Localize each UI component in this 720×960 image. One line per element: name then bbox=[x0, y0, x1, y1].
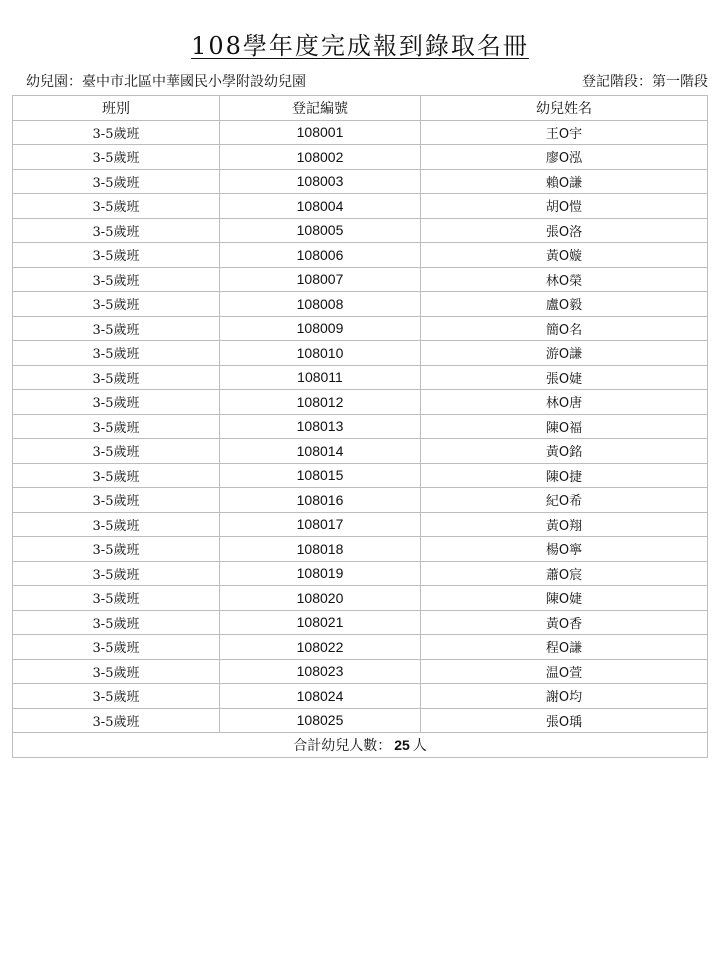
document-title-wrap bbox=[0, 26, 720, 61]
table-row bbox=[13, 635, 708, 660]
document-title: 108學年度完成報到錄取名冊 bbox=[191, 32, 529, 60]
id-cell: 108003 bbox=[220, 169, 421, 194]
name-cell: 程O謙 bbox=[421, 635, 708, 660]
column-header-name: 幼兒姓名 bbox=[421, 96, 708, 121]
class-cell: 3-5歲班 bbox=[13, 292, 220, 317]
table-row bbox=[13, 316, 708, 341]
id-cell: 108020 bbox=[220, 586, 421, 611]
id-cell: 108017 bbox=[220, 512, 421, 537]
id-cell: 108008 bbox=[220, 292, 421, 317]
meta-line bbox=[26, 71, 708, 91]
class-cell: 3-5歲班 bbox=[13, 316, 220, 341]
name-cell: 陳O婕 bbox=[421, 586, 708, 611]
name-cell: 黃O翔 bbox=[421, 512, 708, 537]
id-cell: 108010 bbox=[220, 341, 421, 366]
class-cell: 3-5歲班 bbox=[13, 145, 220, 170]
table-row bbox=[13, 708, 708, 733]
roster-body bbox=[13, 120, 708, 733]
table-row bbox=[13, 218, 708, 243]
name-cell: 蕭O宸 bbox=[421, 561, 708, 586]
kindergarten-label: 幼兒園：臺中市北區中華國民小學附設幼兒園 bbox=[26, 74, 306, 90]
name-cell: 王O宇 bbox=[421, 120, 708, 145]
class-cell: 3-5歲班 bbox=[13, 267, 220, 292]
class-cell: 3-5歲班 bbox=[13, 243, 220, 268]
total-count: 25 bbox=[394, 736, 410, 753]
id-cell: 108018 bbox=[220, 537, 421, 562]
class-cell: 3-5歲班 bbox=[13, 194, 220, 219]
table-row bbox=[13, 145, 708, 170]
table-row bbox=[13, 512, 708, 537]
total-row bbox=[13, 733, 708, 758]
table-row bbox=[13, 169, 708, 194]
table-row bbox=[13, 561, 708, 586]
table-row bbox=[13, 390, 708, 415]
table-row bbox=[13, 537, 708, 562]
class-cell: 3-5歲班 bbox=[13, 390, 220, 415]
id-cell: 108022 bbox=[220, 635, 421, 660]
table-row bbox=[13, 365, 708, 390]
total-cell bbox=[13, 733, 708, 758]
id-cell: 108001 bbox=[220, 120, 421, 145]
table-row bbox=[13, 488, 708, 513]
table-row bbox=[13, 610, 708, 635]
id-cell: 108024 bbox=[220, 684, 421, 709]
name-cell: 紀O希 bbox=[421, 488, 708, 513]
id-cell: 108006 bbox=[220, 243, 421, 268]
name-cell: 黃O銘 bbox=[421, 439, 708, 464]
id-cell: 108014 bbox=[220, 439, 421, 464]
id-cell: 108023 bbox=[220, 659, 421, 684]
class-cell: 3-5歲班 bbox=[13, 218, 220, 243]
id-cell: 108009 bbox=[220, 316, 421, 341]
class-cell: 3-5歲班 bbox=[13, 610, 220, 635]
name-cell: 盧O毅 bbox=[421, 292, 708, 317]
table-row bbox=[13, 267, 708, 292]
name-cell: 黃O嫙 bbox=[421, 243, 708, 268]
id-cell: 108019 bbox=[220, 561, 421, 586]
class-cell: 3-5歲班 bbox=[13, 414, 220, 439]
table-row bbox=[13, 439, 708, 464]
id-cell: 108015 bbox=[220, 463, 421, 488]
id-cell: 108012 bbox=[220, 390, 421, 415]
name-cell: 張O瑀 bbox=[421, 708, 708, 733]
name-cell: 謝O均 bbox=[421, 684, 708, 709]
name-cell: 廖O泓 bbox=[421, 145, 708, 170]
id-cell: 108005 bbox=[220, 218, 421, 243]
class-cell: 3-5歲班 bbox=[13, 708, 220, 733]
id-cell: 108002 bbox=[220, 145, 421, 170]
class-cell: 3-5歲班 bbox=[13, 169, 220, 194]
name-cell: 黃O香 bbox=[421, 610, 708, 635]
table-row bbox=[13, 292, 708, 317]
name-cell: 游O謙 bbox=[421, 341, 708, 366]
table-row bbox=[13, 684, 708, 709]
class-cell: 3-5歲班 bbox=[13, 537, 220, 562]
header-row bbox=[13, 96, 708, 121]
name-cell: 林O唐 bbox=[421, 390, 708, 415]
class-cell: 3-5歲班 bbox=[13, 463, 220, 488]
id-cell: 108004 bbox=[220, 194, 421, 219]
name-cell: 賴O謙 bbox=[421, 169, 708, 194]
class-cell: 3-5歲班 bbox=[13, 561, 220, 586]
roster-table bbox=[12, 95, 708, 758]
name-cell: 張O洛 bbox=[421, 218, 708, 243]
name-cell: 林O榮 bbox=[421, 267, 708, 292]
id-cell: 108011 bbox=[220, 365, 421, 390]
column-header-class: 班別 bbox=[13, 96, 220, 121]
table-row bbox=[13, 586, 708, 611]
id-cell: 108007 bbox=[220, 267, 421, 292]
class-cell: 3-5歲班 bbox=[13, 512, 220, 537]
class-cell: 3-5歲班 bbox=[13, 120, 220, 145]
id-cell: 108025 bbox=[220, 708, 421, 733]
table-row bbox=[13, 243, 708, 268]
name-cell: 張O婕 bbox=[421, 365, 708, 390]
class-cell: 3-5歲班 bbox=[13, 439, 220, 464]
table-row bbox=[13, 463, 708, 488]
name-cell: 陳O捷 bbox=[421, 463, 708, 488]
table-row bbox=[13, 194, 708, 219]
class-cell: 3-5歲班 bbox=[13, 365, 220, 390]
name-cell: 楊O寧 bbox=[421, 537, 708, 562]
id-cell: 108013 bbox=[220, 414, 421, 439]
table-row bbox=[13, 341, 708, 366]
table-row bbox=[13, 659, 708, 684]
class-cell: 3-5歲班 bbox=[13, 586, 220, 611]
table-row bbox=[13, 414, 708, 439]
class-cell: 3-5歲班 bbox=[13, 341, 220, 366]
id-cell: 108016 bbox=[220, 488, 421, 513]
column-header-id: 登記編號 bbox=[220, 96, 421, 121]
class-cell: 3-5歲班 bbox=[13, 635, 220, 660]
name-cell: 胡O愷 bbox=[421, 194, 708, 219]
table-row bbox=[13, 120, 708, 145]
total-unit: 人 bbox=[412, 737, 427, 754]
id-cell: 108021 bbox=[220, 610, 421, 635]
total-label: 合計幼兒人數： bbox=[293, 737, 392, 754]
class-cell: 3-5歲班 bbox=[13, 488, 220, 513]
name-cell: 温O萱 bbox=[421, 659, 708, 684]
class-cell: 3-5歲班 bbox=[13, 659, 220, 684]
class-cell: 3-5歲班 bbox=[13, 684, 220, 709]
stage-label: 登記階段：第一階段 bbox=[582, 74, 708, 90]
name-cell: 簡O名 bbox=[421, 316, 708, 341]
name-cell: 陳O福 bbox=[421, 414, 708, 439]
